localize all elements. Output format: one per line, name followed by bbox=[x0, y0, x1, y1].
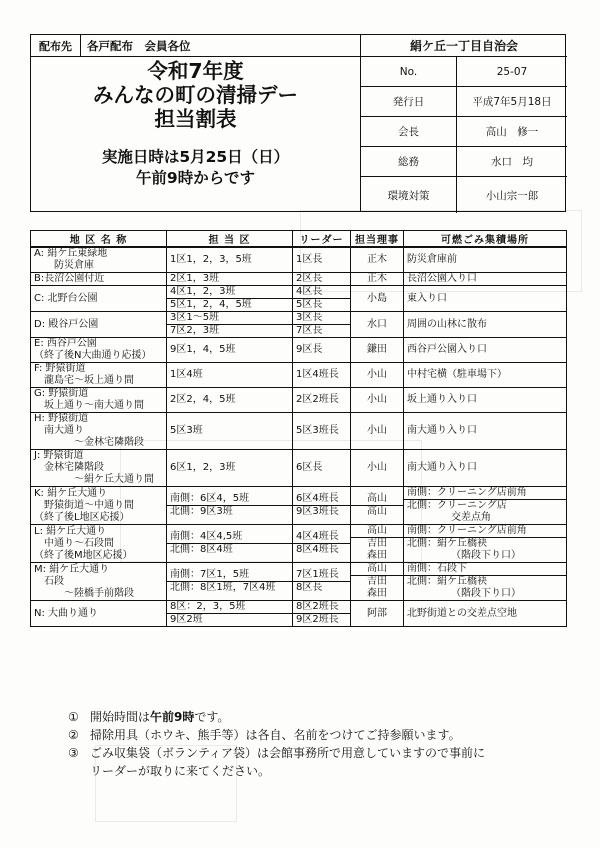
cell-line: 正木 bbox=[367, 254, 387, 265]
cell-line: 坂上通り～南大通り間 bbox=[34, 400, 144, 411]
cell-line: 4区4班長 bbox=[296, 531, 339, 542]
cell-line: 9区3班長 bbox=[293, 505, 350, 518]
cell-leader bbox=[293, 247, 351, 273]
cell-place bbox=[404, 338, 567, 363]
cell-line: 2区1，3班 bbox=[170, 273, 220, 284]
cell-place bbox=[404, 286, 567, 312]
note-3-cont bbox=[68, 762, 600, 780]
table-row bbox=[31, 338, 567, 363]
cell-director bbox=[351, 413, 404, 450]
cell-line: 北側：8区1班，7区4班 bbox=[167, 581, 292, 594]
cell-area bbox=[31, 286, 167, 312]
note-3-text: ごみ収集袋（ボランティア袋）は会館事務所で用意していますので事前に bbox=[90, 746, 486, 760]
cell-area bbox=[31, 312, 167, 338]
cell-line: 小山 bbox=[367, 425, 387, 436]
cell-area bbox=[31, 487, 167, 525]
header-assign: 担 当 区 bbox=[167, 231, 293, 248]
header-left bbox=[31, 35, 361, 211]
cell-leader bbox=[293, 413, 351, 450]
cell-line: 瀧島宅～坂上通り間 bbox=[34, 375, 134, 386]
table-row bbox=[31, 413, 567, 450]
cell-area bbox=[31, 273, 167, 286]
cell-assign bbox=[167, 286, 293, 312]
cell-line: 7区2，3班 bbox=[167, 324, 292, 337]
header-leader: リーダー bbox=[293, 231, 351, 248]
info-row bbox=[361, 147, 567, 177]
cell-line: 長沼公園入り口 bbox=[407, 273, 477, 284]
info-key: 環境対策 bbox=[361, 177, 457, 213]
cell-assign bbox=[167, 413, 293, 450]
cell-line: H: 野猿街道 bbox=[34, 413, 89, 424]
cell-area bbox=[31, 450, 167, 487]
cell-line: 6区1，2，3班 bbox=[170, 462, 236, 473]
cell-line: 高山 bbox=[367, 525, 387, 536]
cell-area bbox=[31, 338, 167, 363]
cell-line: 北側：クリーニング店 bbox=[404, 499, 566, 512]
cell-line: （終了後N大曲通り応援） bbox=[34, 350, 152, 361]
cell-leader bbox=[293, 525, 351, 563]
note-2-text: 掃除用具（ホウキ、熊手等）は各自、名前をつけてご持参願います。 bbox=[90, 728, 461, 742]
cell-place bbox=[404, 601, 567, 627]
note-3 bbox=[68, 744, 600, 762]
cell-line: 防災倉庫前 bbox=[407, 254, 457, 265]
cell-line: 高山 bbox=[351, 505, 403, 518]
cell-line: 西谷戸公園入り口 bbox=[407, 344, 487, 355]
assignment-table bbox=[30, 230, 567, 627]
cell-line: 高山 bbox=[367, 493, 387, 504]
organization-name: 絹ケ丘一丁目自治会 bbox=[361, 35, 567, 57]
table-row bbox=[31, 286, 567, 312]
note-3-text-cont: リーダーが取りに来てください。 bbox=[90, 764, 271, 778]
cell-assign bbox=[167, 601, 293, 627]
title-main: みんなの町の清掃デー bbox=[93, 83, 298, 107]
cell-line: 1区4班長 bbox=[296, 369, 339, 380]
cell-line: 南側：クリーニング店前角 bbox=[407, 487, 527, 498]
table-row bbox=[31, 487, 567, 525]
cell-director bbox=[351, 247, 404, 273]
cell-line: J: 野猿街道 bbox=[34, 450, 84, 461]
cell-line: 中通り～石段間 bbox=[34, 537, 114, 549]
cell-area bbox=[31, 525, 167, 563]
cell-line: C: 北野台公園 bbox=[34, 292, 98, 304]
cell-place bbox=[404, 312, 567, 338]
cell-line: 6区長 bbox=[296, 462, 323, 473]
cell-line: 7区1班長 bbox=[296, 569, 339, 580]
cell-assign bbox=[167, 312, 293, 338]
info-row bbox=[361, 87, 567, 117]
cell-director bbox=[351, 388, 404, 413]
info-row bbox=[361, 117, 567, 147]
cell-place bbox=[404, 388, 567, 413]
cell-line: 水口 bbox=[367, 318, 387, 330]
cell-area bbox=[31, 601, 167, 627]
note-marker: ① bbox=[68, 710, 79, 724]
cell-assign bbox=[167, 563, 293, 601]
cell-director bbox=[351, 487, 404, 525]
cell-line: F: 野猿街道 bbox=[34, 363, 86, 374]
info-key: 発行日 bbox=[361, 87, 457, 116]
cell-line: 5区3班 bbox=[170, 425, 203, 436]
info-key: 総務 bbox=[361, 147, 457, 176]
cell-line: 4区長 bbox=[296, 286, 323, 297]
info-value: 小山宗一郎 bbox=[485, 189, 539, 202]
cell-line: 北野街道との交差点空地 bbox=[407, 607, 517, 619]
cell-line: 吉田 bbox=[351, 537, 403, 550]
note-1-text: 開始時間は午前9時です。 bbox=[90, 710, 230, 724]
cell-line: 防災倉庫 bbox=[34, 260, 94, 271]
cell-place bbox=[404, 525, 567, 563]
cell-line: B:長沼公園付近 bbox=[34, 273, 105, 284]
cell-line: ～陸橋手前階段 bbox=[34, 587, 134, 599]
cell-place bbox=[404, 413, 567, 450]
cell-area bbox=[31, 363, 167, 388]
info-value: 25-07 bbox=[496, 65, 528, 78]
cell-director bbox=[351, 450, 404, 487]
table-row bbox=[31, 525, 567, 563]
table-header-row bbox=[31, 231, 567, 248]
cell-line: （階段下り口） bbox=[451, 588, 521, 599]
header-area: 地 区 名 称 bbox=[31, 231, 167, 248]
cell-area bbox=[31, 247, 167, 273]
cell-line: 南側：クリーニング店前角 bbox=[407, 525, 527, 536]
cell-place bbox=[404, 563, 567, 601]
cell-line: （終了後L地区応援） bbox=[34, 511, 130, 523]
header-director: 担当理事 bbox=[351, 231, 404, 248]
cell-line: K: 絹ケ丘大通り bbox=[34, 487, 108, 499]
cell-assign bbox=[167, 487, 293, 525]
cell-line: N: 大曲り通り bbox=[34, 607, 99, 619]
cell-line: 5区長 bbox=[293, 298, 350, 311]
cell-line: 南側：石段下 bbox=[407, 563, 467, 574]
cell-line: 正木 bbox=[367, 273, 387, 284]
cell-line: 小山 bbox=[367, 394, 387, 405]
cell-line: 7区長 bbox=[293, 324, 350, 337]
cell-line: （階段下り口） bbox=[451, 550, 521, 561]
cell-director bbox=[351, 601, 404, 627]
cell-line: 2区2，4，5班 bbox=[170, 394, 236, 405]
cell-line: 鎌田 bbox=[367, 344, 387, 355]
cell-line: 8区長 bbox=[293, 581, 350, 594]
cell-line: 5区1，2，4，5班 bbox=[167, 298, 292, 311]
cell-line: M: 絹ケ丘大通り bbox=[34, 563, 110, 575]
cell-director bbox=[351, 363, 404, 388]
distribution-label: 配布先 bbox=[31, 35, 81, 56]
cell-place bbox=[404, 363, 567, 388]
cell-area bbox=[31, 563, 167, 601]
cell-line: 北側：絹ケ丘橋袂 bbox=[404, 537, 566, 550]
distribution-row bbox=[31, 35, 360, 57]
cell-place bbox=[404, 273, 567, 286]
cell-line: 南側：6区4，5班 bbox=[170, 493, 250, 504]
cell-line: 吉田 bbox=[351, 575, 403, 588]
cell-leader bbox=[293, 273, 351, 286]
cell-leader bbox=[293, 450, 351, 487]
cell-leader bbox=[293, 312, 351, 338]
cell-line: 1区長 bbox=[296, 254, 323, 265]
cell-line: 東入り口 bbox=[407, 292, 447, 304]
cell-line: 3区1～5班 bbox=[170, 312, 220, 323]
cell-place bbox=[404, 247, 567, 273]
cell-line: 9区2班 bbox=[167, 613, 292, 626]
title-year: 令和7年度 bbox=[147, 59, 244, 83]
cell-line: 坂上通り入り口 bbox=[407, 394, 477, 405]
cell-line: 森田 bbox=[367, 588, 387, 599]
cell-line: 6区4班長 bbox=[296, 493, 339, 504]
note-1 bbox=[68, 708, 600, 726]
cell-area bbox=[31, 413, 167, 450]
cell-leader bbox=[293, 563, 351, 601]
event-time: 午前9時からです bbox=[135, 169, 256, 187]
note-2 bbox=[68, 726, 600, 744]
cell-place bbox=[404, 487, 567, 525]
cell-line: 4区1，2，3班 bbox=[170, 286, 236, 297]
info-row bbox=[361, 177, 567, 213]
cell-line: 南大通り bbox=[34, 425, 84, 436]
event-date: 実施日時は5月25日（日） bbox=[101, 148, 290, 166]
cell-line: 金林宅隣階段 bbox=[34, 462, 104, 473]
cell-assign bbox=[167, 525, 293, 563]
cell-line: 3区長 bbox=[296, 312, 323, 323]
header-box bbox=[30, 34, 566, 212]
cell-line: 8区：2，3，5班 bbox=[170, 601, 246, 612]
cell-line: 高山 bbox=[367, 563, 387, 574]
info-value: 水口 均 bbox=[491, 156, 533, 168]
cell-line: E: 西谷戸公園 bbox=[34, 338, 97, 349]
distribution-value: 各戸配布 会員各位 bbox=[87, 38, 191, 53]
cell-line: 南大通り入り口 bbox=[407, 462, 477, 473]
cell-line: 9区2班長 bbox=[293, 613, 350, 626]
cell-leader bbox=[293, 286, 351, 312]
info-key: 会長 bbox=[361, 117, 457, 146]
cell-line: 9区長 bbox=[296, 344, 323, 355]
cell-line: ～金林宅隣階段 bbox=[34, 437, 144, 448]
info-value: 平成7年5月18日 bbox=[472, 96, 552, 108]
table-row bbox=[31, 563, 567, 601]
table-row bbox=[31, 273, 567, 286]
note-marker: ③ bbox=[68, 746, 79, 760]
table-row bbox=[31, 601, 567, 627]
cell-line: 1区1，2，3，5班 bbox=[170, 254, 252, 265]
cell-area bbox=[31, 388, 167, 413]
cell-assign bbox=[167, 450, 293, 487]
cell-line: 南側：4区4,5班 bbox=[170, 531, 243, 542]
cell-line: 5区3班長 bbox=[296, 425, 339, 436]
info-key: No. bbox=[361, 57, 457, 86]
cell-line: L: 絹ケ丘大通り bbox=[34, 525, 107, 537]
cell-place bbox=[404, 450, 567, 487]
table-row bbox=[31, 363, 567, 388]
cell-assign bbox=[167, 338, 293, 363]
notes bbox=[68, 708, 600, 780]
title-sub: 担当割表 bbox=[154, 107, 237, 131]
cell-director bbox=[351, 312, 404, 338]
cell-line: 阿部 bbox=[367, 607, 387, 619]
table-row bbox=[31, 388, 567, 413]
cell-line: （終了後M地区応援） bbox=[34, 549, 133, 561]
header-place: 可燃ごみ集積場所 bbox=[404, 231, 567, 248]
cell-director bbox=[351, 338, 404, 363]
table-row bbox=[31, 247, 567, 273]
info-value: 高山 修一 bbox=[485, 126, 539, 138]
cell-line: A: 絹ケ丘東緑地 bbox=[34, 248, 108, 259]
table-row bbox=[31, 312, 567, 338]
cell-line: 8区2班長 bbox=[296, 601, 339, 612]
cell-line: 9区1，4，5班 bbox=[170, 344, 236, 355]
cell-line: 北側：9区3班 bbox=[167, 505, 292, 518]
table-row bbox=[31, 450, 567, 487]
cell-assign bbox=[167, 247, 293, 273]
cell-line: G: 野猿街道 bbox=[34, 388, 89, 399]
info-row bbox=[361, 57, 567, 87]
cell-director bbox=[351, 286, 404, 312]
cell-leader bbox=[293, 601, 351, 627]
cell-director bbox=[351, 563, 404, 601]
cell-line: 2区長 bbox=[296, 273, 323, 284]
cell-line: 南大通り入り口 bbox=[407, 425, 477, 436]
cell-leader bbox=[293, 487, 351, 525]
cell-line: 中村宅横（駐車場下） bbox=[407, 369, 507, 380]
cell-line: 2区2班長 bbox=[296, 394, 339, 405]
cell-line: 交差点角 bbox=[451, 512, 491, 523]
cell-leader bbox=[293, 388, 351, 413]
cell-line: 1区4班 bbox=[170, 369, 203, 380]
cell-line: 森田 bbox=[367, 550, 387, 561]
cell-line: 小島 bbox=[367, 292, 387, 304]
cell-line: 石段 bbox=[34, 575, 64, 587]
cell-assign bbox=[167, 363, 293, 388]
cell-leader bbox=[293, 338, 351, 363]
cell-line: 北側：絹ケ丘橋袂 bbox=[404, 575, 566, 588]
note-marker: ② bbox=[68, 728, 79, 742]
cell-line: 北側：8区4班 bbox=[167, 543, 292, 556]
cell-line: 小山 bbox=[367, 462, 387, 473]
cell-line: ～絹ケ丘大通り間 bbox=[34, 474, 154, 485]
cell-leader bbox=[293, 363, 351, 388]
cell-line: 8区4班長 bbox=[293, 543, 350, 556]
cell-director bbox=[351, 525, 404, 563]
cell-director bbox=[351, 273, 404, 286]
cell-line: 周囲の山林に散布 bbox=[407, 318, 487, 330]
cell-line: 小山 bbox=[367, 369, 387, 380]
cell-line: 南側：7区1，5班 bbox=[170, 569, 250, 580]
cell-assign bbox=[167, 273, 293, 286]
cell-assign bbox=[167, 388, 293, 413]
cell-line: D: 殿谷戸公園 bbox=[34, 318, 99, 330]
cell-line: 野猿街道～中通り間 bbox=[34, 499, 134, 511]
